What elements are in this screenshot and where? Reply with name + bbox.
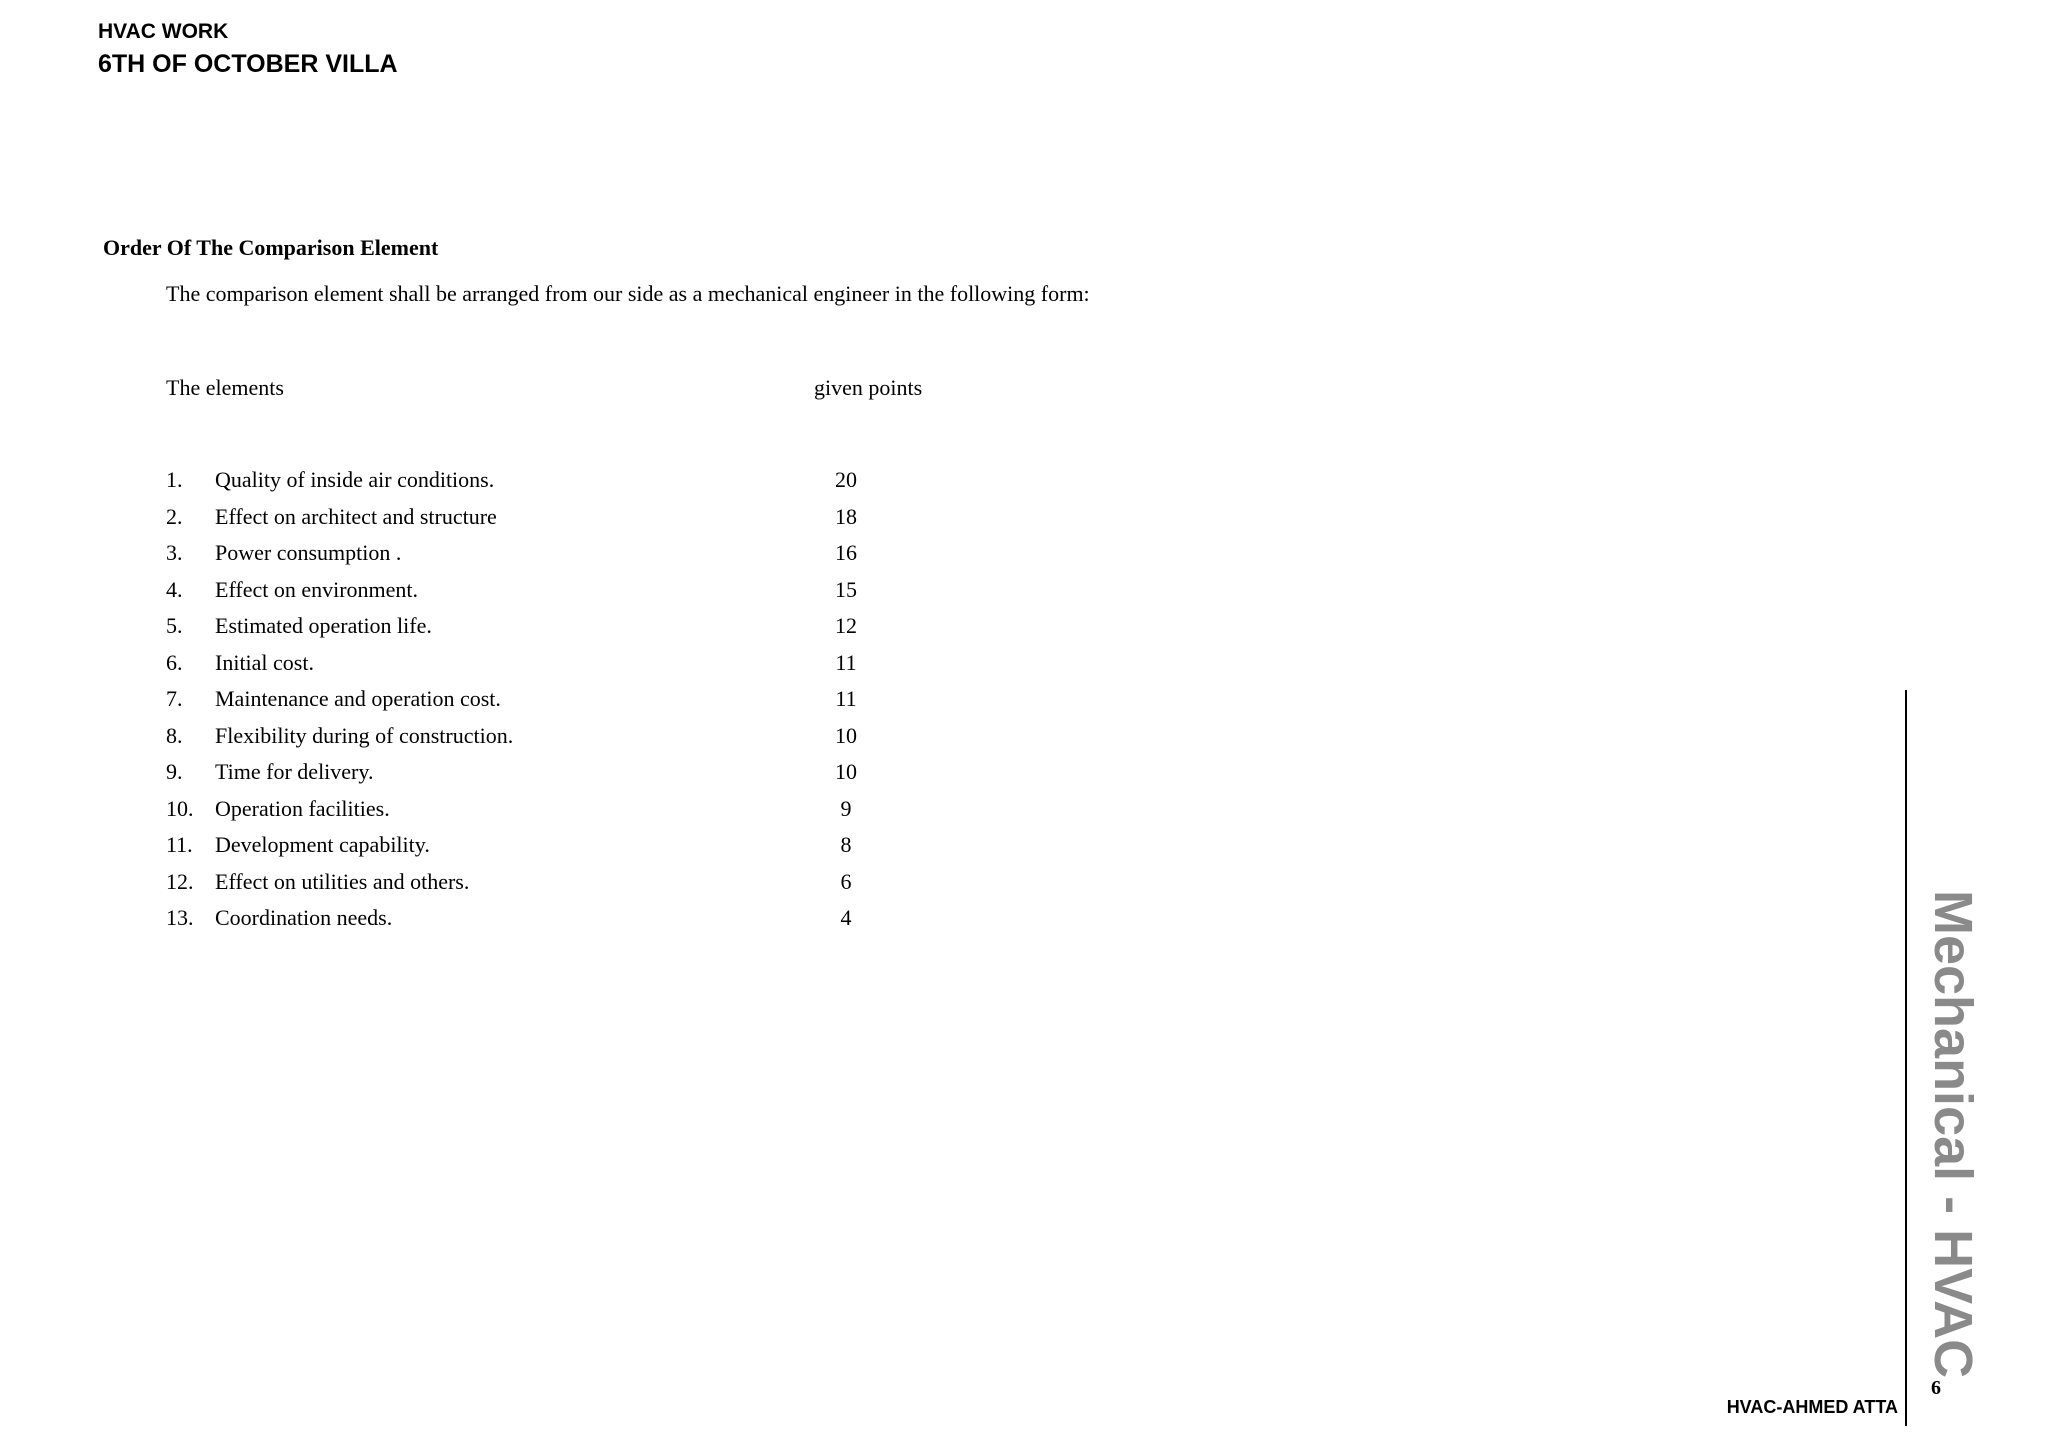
item-number: 4. xyxy=(166,576,183,602)
points-column-header: given points xyxy=(814,375,923,400)
item-number: 7. xyxy=(166,686,183,711)
list-item xyxy=(166,796,926,833)
item-label: Operation facilities. xyxy=(215,795,390,821)
item-points: 8 xyxy=(840,832,852,857)
list-item xyxy=(166,869,926,906)
item-number: 1. xyxy=(166,467,183,492)
item-points: 4 xyxy=(840,905,852,930)
document-header-title: HVAC WORK xyxy=(98,20,229,43)
item-number: 9. xyxy=(166,759,183,784)
item-points: 16 xyxy=(835,540,857,565)
item-points: 20 xyxy=(835,467,857,492)
item-points: 12 xyxy=(835,613,857,638)
item-label: Effect on architect and structure xyxy=(215,503,497,529)
item-points: 9 xyxy=(840,795,852,821)
footer-author: HVAC-AHMED ATTA xyxy=(1726,1397,1898,1417)
list-item xyxy=(166,504,926,541)
item-label: Effect on environment. xyxy=(215,576,419,602)
item-number: 12. xyxy=(166,868,194,894)
section-heading: Order Of The Comparison Element xyxy=(103,235,439,260)
list-item xyxy=(166,467,926,504)
item-number: 11. xyxy=(166,832,193,857)
list-item xyxy=(166,832,926,869)
item-points: 11 xyxy=(835,686,857,711)
sidebar-divider xyxy=(1905,690,1907,1426)
item-number: 2. xyxy=(166,503,183,529)
item-points: 18 xyxy=(835,503,857,529)
item-number: 10. xyxy=(166,795,194,821)
sidebar-discipline-title: Mechanical - HVAC xyxy=(1923,890,1983,1379)
list-item xyxy=(166,905,926,942)
list-item xyxy=(166,613,926,650)
item-label: Maintenance and operation cost. xyxy=(215,686,501,711)
item-number: 5. xyxy=(166,613,183,638)
item-label: Flexibility during of construction. xyxy=(215,722,514,748)
list-item xyxy=(166,577,926,614)
item-number: 8. xyxy=(166,722,183,748)
comparison-elements-list xyxy=(166,467,926,942)
item-label: Time for delivery. xyxy=(215,759,374,784)
item-label: Effect on utilities and others. xyxy=(215,868,470,894)
item-points: 10 xyxy=(835,722,857,748)
page-number: 6 xyxy=(1931,1377,1941,1399)
item-label: Coordination needs. xyxy=(215,905,393,930)
intro-paragraph: The comparison element shall be arranged from our side as a mechanical engineer in the following form: xyxy=(166,281,1090,306)
item-points: 6 xyxy=(840,868,852,894)
list-item xyxy=(166,723,926,760)
item-points: 11 xyxy=(835,649,857,675)
item-label: Initial cost. xyxy=(215,649,314,675)
item-label: Power consumption . xyxy=(215,540,402,565)
project-name: 6TH OF OCTOBER VILLA xyxy=(98,50,398,78)
item-label: Estimated operation life. xyxy=(215,613,432,638)
item-label: Quality of inside air conditions. xyxy=(215,467,495,492)
list-item xyxy=(166,759,926,796)
item-number: 3. xyxy=(166,540,183,565)
item-number: 13. xyxy=(166,905,194,930)
list-item xyxy=(166,540,926,577)
item-points: 10 xyxy=(835,759,857,784)
list-item xyxy=(166,650,926,687)
list-item xyxy=(166,686,926,723)
item-label: Development capability. xyxy=(215,832,430,857)
item-points: 15 xyxy=(835,576,857,602)
item-number: 6. xyxy=(166,649,183,675)
elements-column-header: The elements xyxy=(166,375,284,400)
